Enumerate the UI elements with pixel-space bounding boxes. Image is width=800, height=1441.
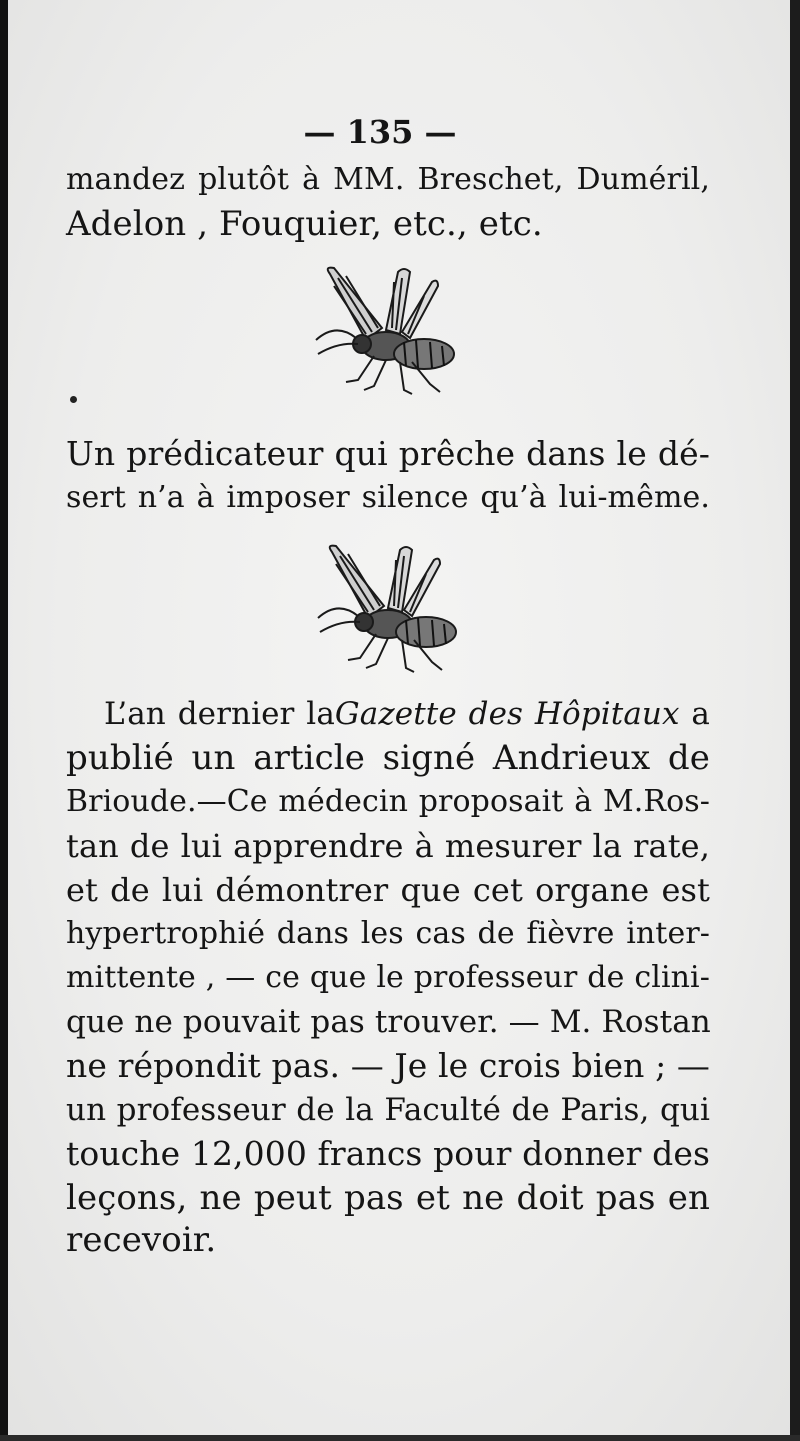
text-line: touche 12,000 francs pour donner des [66,1134,710,1173]
text-line: leçons, ne peut pas et ne doit pas en [66,1178,710,1218]
text-line: mittente , — ce que le professeur de clini- [66,960,710,995]
text-line: et de lui démontrer que cet organe est [66,871,710,909]
text-line: sert n’a à imposer silence qu’à lui-même. [66,480,710,515]
text-line: ne répondit pas. — Je le crois bien ; — [66,1046,710,1085]
text-line: hypertrophié dans les cas de fièvre inter- [66,916,710,951]
text-line: Un prédicateur qui prêche dans le dé- [66,434,710,473]
page-edge-bottom [0,1435,800,1441]
text-run: L’an dernier la [104,696,335,732]
page-edge-right [790,0,800,1441]
text-line: mandez plutôt à MM. Breschet, Duméril, [66,162,710,197]
text-line: publié un article signé Andrieux de [66,738,710,778]
text-line: que ne pouvait pas trouver. — M. Rostan [66,1004,711,1040]
page-number: — 135 — [303,113,457,151]
text-line: tan de lui apprendre à mesurer la rate, [66,827,710,865]
text-line: un professeur de la Faculté de Paris, qui [66,1092,710,1128]
page-edge-left [0,0,8,1441]
text-line: Adelon , Fouquier, etc., etc. [66,204,543,244]
text-line: recevoir. [66,1220,217,1260]
stray-dot [70,396,77,403]
bee-icon [310,540,466,676]
text-line [66,694,710,734]
bee-icon [308,262,464,398]
journal-title: Gazette des Hôpitaux [334,696,680,732]
text-line: Brioude.—Ce médecin proposait à M.Ros- [66,784,710,819]
text-run: a [679,696,710,732]
